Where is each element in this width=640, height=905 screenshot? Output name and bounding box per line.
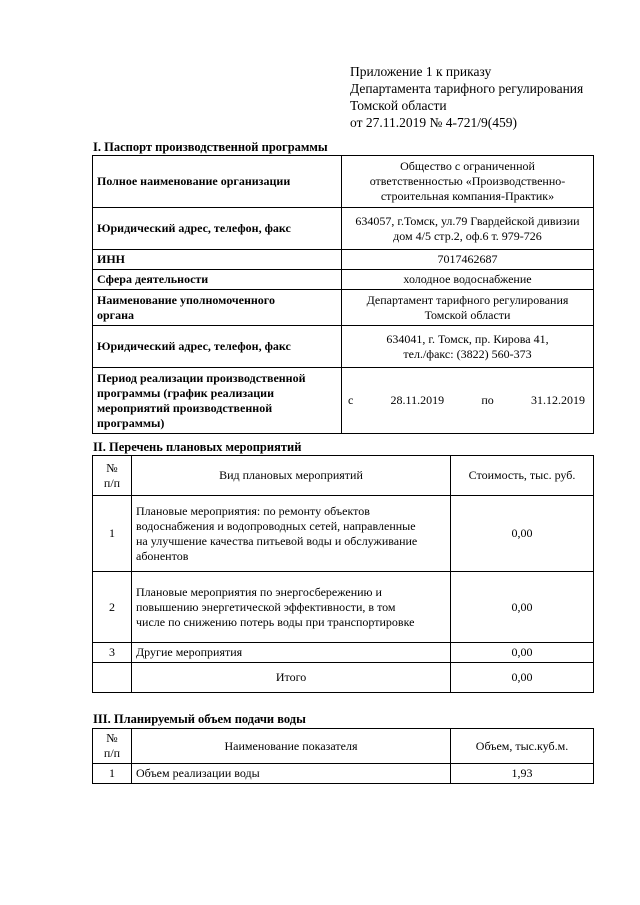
row-num: 1 [93, 764, 132, 784]
row-name: Объем реализации воды [132, 764, 451, 784]
row-cost: 0,00 [451, 496, 594, 572]
row-value: 634057, г.Томск, ул.79 Гвардейской дивизии дом 4/5 стр.2, оф.6 т. 979-726 [342, 208, 594, 250]
table-row [93, 156, 594, 208]
table-row [93, 290, 594, 326]
col-header-name: Вид плановых мероприятий [132, 456, 451, 496]
table-row [93, 270, 594, 290]
row-value: Общество с ограниченной ответственностью «Производственно- строительная компания-Практик» [342, 156, 594, 208]
row-name: Плановые мероприятия по энергосбережению и повышению энергетической эффективности, в том числе по снижению потерь воды при транспортировке [132, 572, 451, 643]
row-label: Юридический адрес, телефон, факс [93, 326, 342, 368]
total-value: 0,00 [451, 663, 594, 693]
period-from-date: 28.11.2019 [390, 393, 445, 407]
total-empty-cell [93, 663, 132, 693]
col-header-name: Наименование показателя [132, 729, 451, 764]
table-row [93, 208, 594, 250]
period-label: Период реализации производственной программы (график реализации мероприятий производственной программы) [93, 368, 342, 434]
row-num: 2 [93, 572, 132, 643]
row-num: 1 [93, 496, 132, 572]
table-total-row [93, 663, 594, 693]
table-row [93, 572, 594, 643]
row-label: Сфера деятельности [93, 270, 342, 290]
table-row [93, 764, 594, 784]
period-to-word: по [481, 393, 494, 407]
header-line: Томской области [350, 98, 447, 113]
table-row [93, 326, 594, 368]
row-name: Плановые мероприятия: по ремонту объектов водоснабжения и водопроводных сетей, направленные на улучшение качества питьевой воды и обслуживание абонентов [132, 496, 451, 572]
row-label: Полное наименование организации [93, 156, 342, 208]
col-header-num: № п/п [93, 456, 132, 496]
appendix-header [350, 63, 583, 131]
row-label: ИНН [93, 250, 342, 270]
row-num: 3 [93, 643, 132, 663]
row-label: Юридический адрес, телефон, факс [93, 208, 342, 250]
period-to-date: 31.12.2019 [530, 393, 585, 407]
period-from-word: с [348, 393, 354, 407]
planned-activities-table [92, 455, 594, 693]
total-label: Итого [132, 663, 451, 693]
header-line: Приложение 1 к приказу [350, 64, 492, 79]
col-header-volume: Объем, тыс.куб.м. [451, 729, 594, 764]
table-row [93, 496, 594, 572]
water-volume-table [92, 728, 594, 784]
table-header-row [93, 729, 594, 764]
col-header-cost: Стоимость, тыс. руб. [451, 456, 594, 496]
table-header-row [93, 456, 594, 496]
row-value: Департамент тарифного регулирования Томской области [342, 290, 594, 326]
section3-title: III. Планируемый объем подачи воды [93, 712, 306, 726]
program-passport-table [92, 155, 594, 434]
col-header-num: № п/п [93, 729, 132, 764]
period-value [342, 368, 594, 434]
row-cost: 0,00 [451, 572, 594, 643]
row-value: холодное водоснабжение [342, 270, 594, 290]
table-row [93, 368, 594, 434]
table-row [93, 643, 594, 663]
row-volume: 1,93 [451, 764, 594, 784]
row-label: Наименование уполномоченного органа [93, 290, 342, 326]
row-value: 7017462687 [342, 250, 594, 270]
row-cost: 0,00 [451, 643, 594, 663]
section2-title: II. Перечень плановых мероприятий [93, 440, 302, 454]
section1-title: I. Паспорт производственной программы [93, 140, 328, 154]
row-value: 634041, г. Томск, пр. Кирова 41, тел./факс: (3822) 560-373 [342, 326, 594, 368]
header-line: Департамента тарифного регулирования [350, 81, 584, 96]
table-row [93, 250, 594, 270]
row-name: Другие мероприятия [132, 643, 451, 663]
header-line: от 27.11.2019 № 4-721/9(459) [350, 115, 517, 130]
